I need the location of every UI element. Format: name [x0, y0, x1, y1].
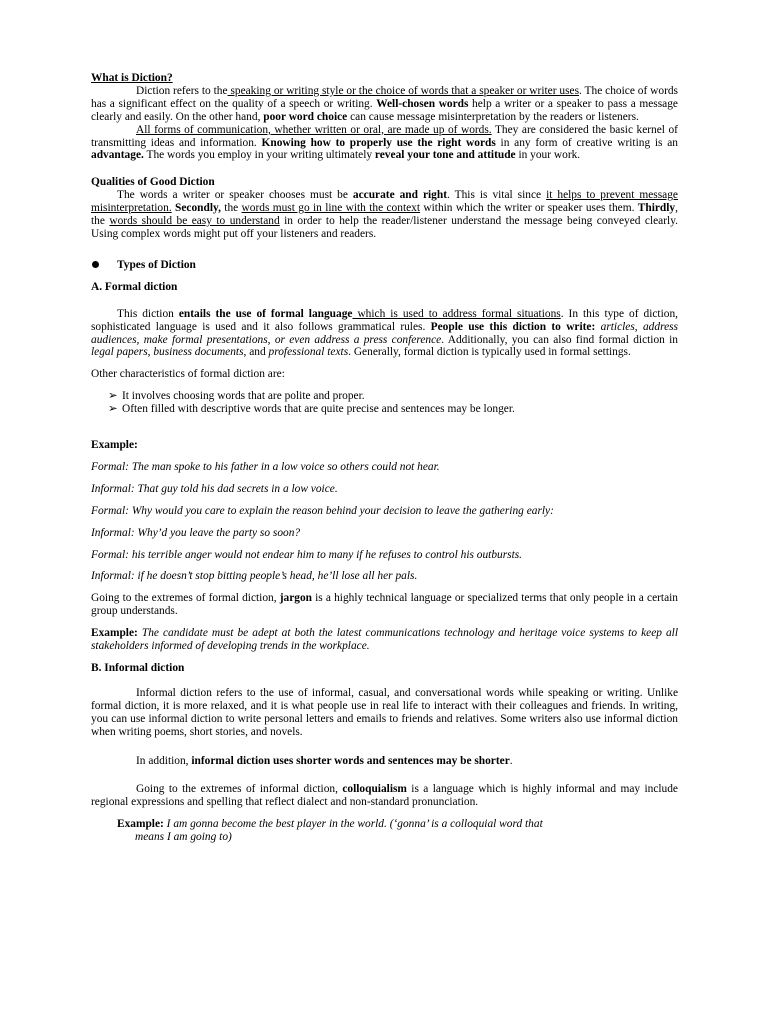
bold-text: Thirdly — [637, 202, 676, 215]
document-page — [91, 72, 678, 844]
text: is a language which is highly informal and may include regional expressions and spelling that reflect dialect and non-standard pronunciation. — [91, 783, 678, 809]
heading-types-of-diction: Types of Diction — [117, 258, 196, 271]
example-line: Informal: That guy told his dad secrets in a low voice. — [91, 482, 338, 495]
underlined-text: speaking or writing style or the choice of words that a speaker or writer uses — [227, 84, 580, 97]
text: Going to the extremes of formal diction, — [91, 592, 280, 605]
example-line: Informal: if he doesn’t stop bitting people’s head, he’ll lose all her pals. — [91, 570, 418, 583]
text: in order to help the reader/listener understand the message being conveyed clearly. Using complex words might put off your listeners and readers. — [91, 215, 678, 240]
bullet-types-of-diction — [91, 259, 678, 272]
underlined-text: it helps to prevent message misinterpretation. — [91, 189, 678, 215]
text: help a writer or a speaker to pass a message clearly and easily. On the other hand, — [91, 97, 678, 123]
bold-text: Knowing how to properly use the right words — [261, 136, 496, 149]
paragraph-forms-of-communication — [91, 124, 678, 163]
text: , and — [243, 346, 269, 359]
underlined-text: words must go in line with the context — [241, 202, 421, 215]
paragraph-other-characteristics: Other characteristics of formal diction are: — [91, 368, 285, 381]
bold-text: reveal your tone and attitude — [374, 149, 516, 162]
text: In addition, — [136, 754, 192, 767]
bold-text: poor word choice — [263, 110, 348, 123]
italic-text: The candidate must be adept at both the latest communications technology and heritage voice systems to keep all stakeholders informed of developing trends in the workplace. — [91, 627, 678, 653]
text: . Additionally, you can also find formal diction in — [441, 333, 679, 346]
bold-text: accurate and right — [352, 189, 448, 202]
heading-formal-diction: A. Formal diction — [91, 280, 178, 293]
text: in your work. — [515, 149, 581, 162]
text: is a highly technical language or specialized terms that only people in a certain group understands. — [91, 592, 678, 618]
text: , the — [91, 202, 678, 228]
underlined-text: words should be easy to understand — [109, 215, 280, 228]
paragraph-jargon — [91, 592, 678, 618]
text: . — [509, 754, 513, 767]
bold-text: jargon — [279, 592, 312, 605]
underlined-text: which is used to address formal situations — [352, 307, 561, 320]
bold-text: Secondly, — [175, 202, 221, 215]
text: Diction refers to the — [136, 84, 228, 97]
paragraph-informal-shorter-words — [91, 755, 678, 768]
bold-text: entails the use of formal language — [178, 307, 353, 320]
italic-text: legal papers — [91, 346, 148, 359]
bold-text: Well-chosen words — [376, 97, 469, 110]
text: the — [220, 202, 242, 215]
italic-text: I am gonna become the best player in the world. (‘gonna’ is a colloquial word that — [163, 818, 543, 831]
text: The words you employ in your writing ultimately — [143, 149, 375, 162]
heading-qualities-of-good-diction: Qualities of Good Diction — [91, 176, 215, 189]
heading-informal-diction: B. Informal diction — [91, 662, 185, 674]
text: can cause message misinterpretation by the readers or listeners. — [347, 110, 639, 123]
italic-text: articles, address audiences, make formal presentations, or even address a press conference — [91, 320, 678, 346]
example-line-continued: means I am going to) — [135, 831, 232, 844]
bold-text: Example: — [117, 818, 164, 831]
heading-example: Example: — [91, 439, 138, 452]
text: . Generally, formal diction is typically used in formal settings. — [348, 346, 631, 359]
text: . This is vital since — [447, 189, 547, 202]
bold-text: Example: — [91, 627, 138, 640]
arrow-bullet-icon: ➢ — [108, 390, 118, 403]
bold-text: colloquialism — [342, 783, 407, 796]
text: within which the writer or speaker uses them. — [420, 202, 638, 215]
heading-what-is-diction: What is Diction? — [91, 72, 173, 84]
text: The words a writer or speaker chooses must be — [117, 189, 353, 202]
italic-text: professional texts — [268, 346, 349, 359]
bold-text: advantage. — [91, 149, 144, 162]
text: . In this type of diction, sophisticated language is used and it also follows grammatical rules. — [91, 307, 678, 333]
bullet-dot-icon — [91, 259, 117, 272]
text: in any form of creative writing is an — [495, 136, 678, 149]
example-line: Formal: Why would you care to explain the reason behind your decision to leave the gathering early: — [91, 504, 554, 517]
underlined-text: All forms of communication, whether written or oral, are made up of words. — [136, 123, 492, 136]
list-item — [91, 390, 678, 403]
list-item — [91, 403, 678, 416]
example-line: Formal: his terrible anger would not endear him to many if he refuses to control his outbursts. — [91, 548, 523, 561]
paragraph-informal-diction: Informal diction refers to the use of informal, casual, and conversational words while speaking or writing. Unlike formal diction, it is more relaxed, and it is what people use in real life to interact with their colleagues and friends. In writing, you can use informal diction to write personal letters and emails to friends and relatives. Some writers also use informal diction when writing poems, short stories, and novels. — [91, 686, 678, 738]
arrow-bullet-icon: ➢ — [108, 403, 118, 416]
example-line — [117, 818, 678, 831]
example-line: Informal: Why’d you leave the party so soon? — [91, 526, 301, 539]
list-item-text: It involves choosing words that are polite and proper. — [122, 390, 365, 403]
text: They are considered the basic kernel of transmitting ideas and information. — [91, 123, 678, 149]
paragraph-diction-definition — [91, 85, 678, 124]
list-item-text: Often filled with descriptive words that are quite precise and sentences may be longer. — [122, 403, 515, 416]
paragraph-jargon-example — [91, 627, 678, 653]
italic-text: business documents — [153, 346, 244, 359]
example-line: Formal: The man spoke to his father in a low voice so others could not hear. — [91, 460, 440, 473]
paragraph-qualities — [91, 189, 678, 241]
text: Going to the extremes of informal diction, — [136, 783, 343, 796]
text: . The choice of words has a significant effect on the quality of a speech or writing. — [91, 84, 678, 110]
text: , — [147, 346, 154, 359]
colloquial-example — [117, 818, 678, 844]
bold-text: People use this diction to write: — [430, 320, 596, 333]
paragraph-formal-diction — [91, 308, 678, 360]
paragraph-colloquialism — [91, 783, 678, 809]
text: This diction — [117, 307, 179, 320]
bold-text: informal diction uses shorter words and sentences may be shorter — [191, 754, 510, 767]
